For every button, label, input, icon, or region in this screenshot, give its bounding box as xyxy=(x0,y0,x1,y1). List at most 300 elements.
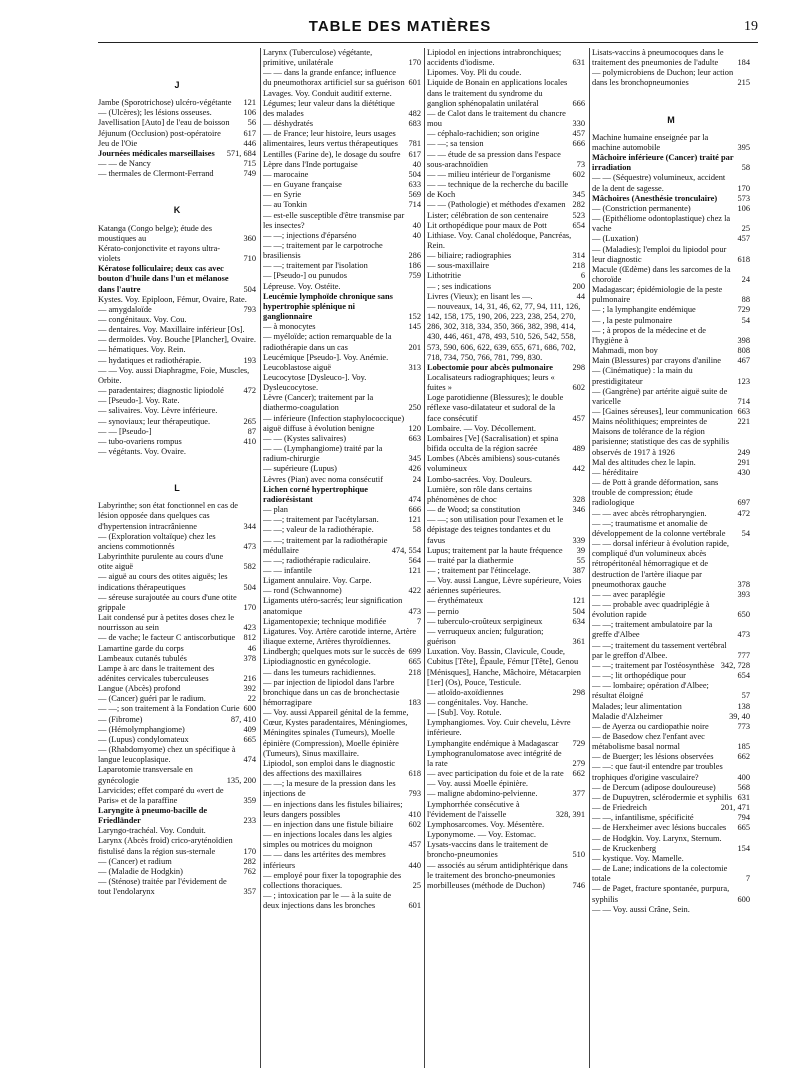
section-letter: L xyxy=(174,483,180,494)
entry-page-ref: 73 xyxy=(576,159,585,169)
index-entry xyxy=(592,316,750,326)
entry-page-ref: 201, 471 xyxy=(720,803,750,813)
entry-text: — hématiques. Voy. Rein. xyxy=(98,345,186,355)
index-entry xyxy=(427,800,585,820)
index-entry xyxy=(263,271,421,281)
entry-page-ref: 359 xyxy=(243,795,256,805)
entry-page-ref: 426 xyxy=(408,464,421,474)
entry-text: — — de Nancy xyxy=(98,159,151,169)
entry-page-ref: 749 xyxy=(243,169,256,179)
entry-page-ref: 345 xyxy=(572,190,585,200)
index-entry xyxy=(592,133,750,153)
entry-page-ref: 233 xyxy=(243,816,256,826)
entry-text: Lister; célébration de son centenaire xyxy=(427,210,549,220)
entry-page-ref: 473 xyxy=(243,541,256,551)
entry-page-ref: 504 xyxy=(572,606,585,616)
index-entry xyxy=(427,698,585,708)
entry-text: — Voy. aussi Moelle épinière. xyxy=(427,779,529,789)
entry-page-ref: 170 xyxy=(243,602,256,612)
entry-text: — — [Pseudo-] xyxy=(98,426,152,436)
column-divider xyxy=(424,48,425,1068)
entry-text: — —; radiothérapie radiculaire. xyxy=(263,555,371,565)
entry-page-ref: 121 xyxy=(408,515,421,525)
entry-page-ref: 473 xyxy=(737,630,750,640)
index-entry xyxy=(263,871,421,891)
entry-page-ref: 794 xyxy=(737,813,750,823)
entry-text: — [Pseudo-]. Voy. Rate. xyxy=(98,396,180,406)
entry-text: Kérato-conjonctivite et rayons ultra-violets xyxy=(98,243,221,264)
entry-text: — (Cancer) guéri par le radium. xyxy=(98,694,206,704)
index-entry xyxy=(263,820,421,830)
entry-page-ref: 282 xyxy=(243,856,256,866)
entry-page-ref: 665 xyxy=(408,657,421,667)
entry-text: — tubo-ovariens rompus xyxy=(98,436,182,446)
index-entry xyxy=(263,850,421,870)
entry-text: Lipiodol en injections intrabronchiques; accidents d'iodisme. xyxy=(427,48,562,68)
entry-text: — kystique. Voy. Mamelle. xyxy=(592,853,684,863)
entry-text: Katanga (Congo belge); étude des moustiques au xyxy=(98,223,212,243)
entry-text: Macule (Œdème) dans les sarcomes de la choroïde xyxy=(592,264,731,284)
index-entry xyxy=(427,424,585,434)
index-entry xyxy=(592,844,750,854)
index-entry xyxy=(263,180,421,190)
entry-text: — —; valeur de la radiothérapie. xyxy=(263,525,374,535)
entry-text: — Voy. aussi Appareil génital de la femme, Cœur, Kystes paradentaires, Méningiomes, Méningites spinales (Tumeurs), Moelle épinière (Compression), Moelle épinière (Tumeurs), Sinus maxillaire. xyxy=(263,708,409,758)
entry-text: Lumière, son rôle dans certains phénomènes de choc xyxy=(427,484,532,504)
entry-text: Main (Blessures) par crayons d'aniline xyxy=(592,356,721,366)
index-entry xyxy=(263,129,421,149)
index-entry xyxy=(592,722,750,732)
index-entry xyxy=(427,566,585,576)
index-entry xyxy=(98,325,256,335)
index-entry xyxy=(263,160,421,170)
entry-text: — — Voy. aussi Diaphragme, Foie, Muscles, Orbite. xyxy=(98,365,250,385)
index-entry xyxy=(592,519,750,539)
index-entry xyxy=(427,139,585,149)
index-entry xyxy=(592,468,750,478)
entry-page-ref: 504 xyxy=(243,582,256,592)
entry-page-ref: 472 xyxy=(737,508,750,518)
index-entry xyxy=(427,68,585,78)
entry-page-ref: 715 xyxy=(243,159,256,169)
index-entry xyxy=(263,353,421,363)
spacer xyxy=(592,125,750,133)
index-column-2 xyxy=(263,48,421,1073)
index-entry xyxy=(592,803,750,813)
spacer xyxy=(98,90,256,98)
index-entry xyxy=(263,231,421,241)
entry-page-ref: 25 xyxy=(741,224,750,234)
index-entry xyxy=(427,150,585,170)
index-entry xyxy=(263,647,421,657)
entry-text: Laparotomie transversale en gynécologie xyxy=(98,765,193,785)
index-entry xyxy=(592,387,750,407)
entry-text: Lisats-vaccins à pneumocoques dans le traitement des pneumonies de l'adulte xyxy=(592,48,724,68)
entry-page-ref: 601 xyxy=(408,78,421,88)
index-column-4 xyxy=(592,48,750,1073)
index-entry xyxy=(592,783,750,793)
index-entry xyxy=(263,525,421,535)
entry-text: Lampe à arc dans le traitement des adénites cervicales tuberculeuses xyxy=(98,663,215,683)
entry-page-ref: 44 xyxy=(576,291,585,301)
entry-page-ref: 523 xyxy=(572,210,585,220)
index-entry xyxy=(592,153,750,173)
entry-page-ref: 361 xyxy=(572,637,585,647)
index-entry xyxy=(263,779,421,799)
entry-text: — de Ayerza ou cardiopathie noire xyxy=(592,721,709,731)
entry-text: — céphalo-rachidien; son origine xyxy=(427,129,540,139)
index-entry xyxy=(592,194,750,204)
entry-text: Laryngite à pneumo-bacille de Friedländer xyxy=(98,806,208,826)
index-entry xyxy=(592,620,750,640)
index-entry xyxy=(427,485,585,505)
entry-text: — de Friedreich xyxy=(592,803,647,813)
index-entry xyxy=(427,475,585,485)
index-entry xyxy=(98,98,256,108)
index-entry xyxy=(98,786,256,806)
entry-text: — (Fibrome) xyxy=(98,714,143,724)
section-letter: K xyxy=(173,205,181,216)
entry-text: Luxation. Voy. Bassin, Clavicule, Coude, Cubitus [Tête], Épaule, Fémur [Tête], Genou [Ménisques], Hanche, Mâchoire, Métacarpien [1er] (Os), Pouce, Testicule. xyxy=(427,647,581,687)
entry-text: Lobectomie pour abcès pulmonaire xyxy=(427,362,554,372)
entry-page-ref: 457 xyxy=(572,413,585,423)
entry-text: — de vache; le facteur C antiscorbutique xyxy=(98,633,236,643)
entry-page-ref: 662 xyxy=(572,769,585,779)
index-entry xyxy=(427,861,585,891)
entry-text: — en Guyane française xyxy=(263,180,342,190)
entry-page-ref: 808 xyxy=(737,346,750,356)
entry-text: — , la peste pulmonaire xyxy=(592,315,673,325)
entry-text: Mâchoire inférieure (Cancer) traité par irradiation xyxy=(592,153,734,173)
entry-page-ref: 634 xyxy=(572,616,585,626)
entry-page-ref: 400 xyxy=(737,772,750,782)
entry-text: Ligamentopexie; technique modifiée xyxy=(263,616,387,626)
entry-page-ref: 218 xyxy=(408,667,421,677)
entry-text: — sous-maxillaire xyxy=(427,261,490,271)
index-entry xyxy=(427,769,585,779)
index-entry xyxy=(98,593,256,613)
entry-text: Lombaire. — Voy. Décollement. xyxy=(427,423,536,433)
entry-page-ref: 218 xyxy=(572,261,585,271)
index-entry xyxy=(263,464,421,474)
entry-page-ref: 56 xyxy=(247,118,256,128)
index-entry xyxy=(263,505,421,515)
entry-text: — — dorsal inférieur à évolution rapide, compliqué d'un volumineux abcès rétropéritonéal hémorragique et de destruction de l'artère iliaque par pneumothorax gauche xyxy=(592,539,729,589)
entry-text: Liquide de Bonain en applications locales dans le traitement du syndrome du ganglion sphénopalatin unilatéral xyxy=(427,78,568,108)
entry-text: Laryngo-trachéal. Voy. Conduit. xyxy=(98,826,206,836)
index-entry xyxy=(98,877,256,897)
index-entry xyxy=(98,633,256,643)
index-entry xyxy=(263,434,421,444)
entry-page-ref: 200 xyxy=(572,281,585,291)
index-entry xyxy=(427,739,585,749)
entry-page-ref: 650 xyxy=(737,610,750,620)
entry-text: — en injections dans les fistules biliaires; leurs dangers possibles xyxy=(263,799,403,819)
index-entry xyxy=(98,159,256,169)
entry-page-ref: 138 xyxy=(737,701,750,711)
entry-page-ref: 729 xyxy=(737,305,750,315)
entry-page-ref: 398 xyxy=(737,335,750,345)
index-entry xyxy=(427,505,585,515)
index-entry xyxy=(98,735,256,745)
entry-text: — —; traumatisme et anomalie de développement de la colonne vertébrale xyxy=(592,518,726,538)
entry-page-ref: 286 xyxy=(408,251,421,261)
entry-text: — de Dupuytren, sclérodermie et syphilis xyxy=(592,792,733,802)
entry-text: — de Buerger; les lésions observées xyxy=(592,752,714,762)
entry-text: — ; intoxication par le — à la suite de deux injections dans les bronches xyxy=(263,890,392,911)
entry-page-ref: 662 xyxy=(737,752,750,762)
entry-text: Lèvres (Pian) avec noma consécutif xyxy=(263,474,383,484)
entry-page-ref: 183 xyxy=(408,698,421,707)
entry-text: — employé pour fixer la topographie des collections thoraciques. xyxy=(263,870,402,890)
entry-text: Lépreuse. Voy. Ostéite. xyxy=(263,281,341,291)
entry-page-ref: 602 xyxy=(408,819,421,829)
entry-text: — —; traitement par l'acétylarsan. xyxy=(263,515,379,525)
index-entry xyxy=(427,627,585,647)
entry-page-ref: 40 xyxy=(412,220,421,230)
entry-page-ref: 170 xyxy=(408,58,421,68)
entry-text: — — lombaire; opération d'Albee; résultat éloigné xyxy=(592,681,709,701)
entry-text: Malades; leur alimentation xyxy=(592,701,682,711)
entry-text: Leucémie lymphoïde chronique sans hypertrophie splénique ni ganglionnaire xyxy=(263,291,393,322)
entry-page-ref: 378 xyxy=(737,579,750,589)
index-entry xyxy=(263,170,421,180)
entry-page-ref: 663 xyxy=(737,407,750,416)
index-entry xyxy=(98,406,256,416)
entry-page-ref: 58 xyxy=(741,163,750,173)
index-entry xyxy=(263,190,421,200)
entry-page-ref: 573 xyxy=(737,193,750,203)
index-entry xyxy=(98,704,256,714)
spacer xyxy=(592,89,750,115)
index-entry xyxy=(592,417,750,427)
entry-text: — de France; leur histoire, leurs usages alimentaires, leurs vertus thérapeutiques xyxy=(263,129,398,149)
index-entry xyxy=(98,664,256,684)
entry-page-ref: 617 xyxy=(408,149,421,159)
entry-page-ref: 339 xyxy=(572,535,585,545)
index-entry xyxy=(263,119,421,129)
index-entry xyxy=(98,745,256,765)
entry-text: Larynx (Abcès froid) crico-aryténoïdien fistulisé dans la région sus-sternale xyxy=(98,836,233,856)
entry-text: Mains néolithiques; empreintes de xyxy=(592,417,708,427)
entry-text: — verruqueux ancien; fulguration; guérison xyxy=(427,626,544,647)
index-entry xyxy=(263,475,421,485)
entry-page-ref: 7 xyxy=(745,874,750,884)
spacer xyxy=(98,493,256,501)
entry-text: — rond (Schwannome) xyxy=(263,586,342,596)
index-entry xyxy=(592,245,750,265)
index-entry xyxy=(98,532,256,552)
entry-page-ref: 510 xyxy=(572,850,585,860)
entry-page-ref: 6 xyxy=(580,271,585,281)
entry-page-ref: 344 xyxy=(243,521,256,531)
entry-page-ref: 39 xyxy=(576,545,585,555)
entry-text: — (Luxation) xyxy=(592,234,639,244)
entry-text: — avec participation du foie et de la rate xyxy=(427,769,564,779)
index-entry xyxy=(592,407,750,417)
entry-page-ref: 58 xyxy=(412,525,421,535)
entry-page-ref: 201 xyxy=(408,342,421,352)
entry-page-ref: 666 xyxy=(572,139,585,149)
entry-text: — — probable avec quadriplégie à évolution rapide xyxy=(592,599,710,620)
index-entry xyxy=(592,326,750,346)
entry-text: Kystes. Voy. Epiploon, Fémur, Ovaire, Rate. xyxy=(98,294,247,304)
entry-text: Kératose folliculaire; deux cas avec bouton d'huile dans l'un et mélanose dans l'autre xyxy=(98,264,229,294)
entry-page-ref: 265 xyxy=(243,416,256,426)
entry-page-ref: 602 xyxy=(572,169,585,179)
entry-text: — ; ses indications xyxy=(427,281,491,291)
entry-text: Lombes (Abcès amibiens) sous-cutanés volumineux xyxy=(427,454,560,474)
index-entry xyxy=(427,779,585,789)
entry-page-ref: 360 xyxy=(243,233,256,243)
entry-text: — (Hémolymphangiome) xyxy=(98,724,185,734)
spacer xyxy=(98,48,256,80)
entry-text: — — (Pathologie) et méthodes d'examen xyxy=(427,200,566,210)
entry-text: Labyrinthe; son état fonctionnel en cas de lésion opposée dans quelques cas d'hypertension intracrânienne xyxy=(98,501,238,531)
index-entry xyxy=(592,458,750,468)
index-entry xyxy=(98,427,256,437)
entry-page-ref: 87, 410 xyxy=(230,714,256,724)
entry-text: — de Wood; sa constitution xyxy=(427,505,521,515)
index-entry xyxy=(98,169,256,179)
entry-page-ref: 123 xyxy=(737,376,750,386)
entry-page-ref: 184 xyxy=(737,58,750,68)
entry-text: — (Maladies); l'emploi du lipiodol pour leur diagnostic xyxy=(592,244,727,264)
entry-page-ref: 569 xyxy=(408,190,421,200)
index-entry xyxy=(263,99,421,119)
index-entry xyxy=(427,221,585,231)
entry-text: — —; traitement par l'ostéosynthèse xyxy=(592,660,715,670)
entry-text: — (Sténose) traitée par l'évidement de tout l'endolarynx xyxy=(98,877,227,897)
spacer xyxy=(98,457,256,483)
index-entry xyxy=(98,356,256,366)
entry-page-ref: 395 xyxy=(737,142,750,152)
entry-page-ref: 410 xyxy=(243,436,256,446)
entry-text: Jeu de l'Oie xyxy=(98,138,138,148)
section-letter: J xyxy=(174,80,180,90)
entry-page-ref: 328, 391 xyxy=(555,809,585,819)
entry-page-ref: 568 xyxy=(737,782,750,792)
entry-text: — —; lit orthopédique pour xyxy=(592,671,686,681)
entry-page-ref: 474, 554 xyxy=(391,545,421,555)
entry-text: — —; son utilisation pour l'examen et le dépistage des teignes tondantes et du favus xyxy=(427,515,564,545)
entry-page-ref: 346 xyxy=(572,505,585,515)
index-entry xyxy=(263,536,421,556)
entry-page-ref: 39, 40 xyxy=(729,711,750,721)
index-entry xyxy=(263,668,421,678)
index-entry xyxy=(592,509,750,519)
index-entry xyxy=(592,864,750,884)
index-entry xyxy=(427,708,585,718)
index-entry xyxy=(98,118,256,128)
entry-page-ref: 422 xyxy=(408,586,421,596)
entry-text: — de Hodgkin. Voy. Larynx, Sternum. xyxy=(592,833,722,843)
entry-page-ref: 121 xyxy=(408,565,421,575)
index-entry xyxy=(263,566,421,576)
entry-text: Lindbergh; quelques mots sur le succès de xyxy=(263,647,405,657)
entry-page-ref: 564 xyxy=(408,555,421,565)
index-entry xyxy=(98,244,256,264)
entry-page-ref: 442 xyxy=(572,464,585,474)
index-entry xyxy=(98,149,256,159)
entry-text: — aiguë au cours des otites aiguës; les indications thérapeutiques xyxy=(98,572,228,592)
entry-text: — —; son traitement à la Fondation Curie xyxy=(98,704,240,714)
index-entry xyxy=(263,556,421,566)
index-entry xyxy=(98,417,256,427)
index-entry xyxy=(592,366,750,386)
entry-page-ref: 40 xyxy=(412,230,421,240)
index-entry xyxy=(98,335,256,345)
entry-page-ref: 482 xyxy=(408,108,421,118)
index-entry xyxy=(592,346,750,356)
entry-page-ref: 54 xyxy=(741,528,750,538)
entry-text: Lombaires [Ve] (Sacralisation) et spina bifida occulta de la région sacrée xyxy=(427,433,559,454)
entry-page-ref: 57 xyxy=(741,691,750,701)
entry-text: Maisons de tolérance de la région parisienne; statistique des cas de syphilis observés de 1917 à 1926 xyxy=(592,427,729,457)
entry-text: — [Sub]. Voy. Rotule. xyxy=(427,708,502,718)
entry-text: — marocaine xyxy=(263,169,309,179)
index-entry xyxy=(98,345,256,355)
index-entry xyxy=(592,173,750,193)
entry-page-ref: 298 xyxy=(572,687,585,697)
entry-text: Mâchoires (Anesthésie tronculaire) xyxy=(592,193,718,203)
index-entry xyxy=(98,224,256,244)
entry-text: — au Tonkin xyxy=(263,200,307,210)
entry-page-ref: 440 xyxy=(408,860,421,870)
index-entry xyxy=(427,251,585,261)
entry-page-ref: 393 xyxy=(737,589,750,599)
entry-text: — en injection dans une fistule biliaire xyxy=(263,819,394,829)
entry-page-ref: 746 xyxy=(572,880,585,890)
entry-page-ref: 457 xyxy=(408,840,421,850)
entry-page-ref: 665 xyxy=(243,734,256,744)
index-entry xyxy=(263,657,421,667)
entry-text: — dans les tumeurs rachidiennes. xyxy=(263,667,376,677)
index-entry xyxy=(263,708,421,759)
entry-page-ref: 328 xyxy=(572,494,585,504)
index-entry xyxy=(263,292,421,322)
entry-page-ref: 430 xyxy=(737,467,750,477)
entry-text: Lipiodol, son emploi dans le diagnostic des affections des maxillaires xyxy=(263,758,396,779)
entry-page-ref: 683 xyxy=(408,119,421,129)
index-entry xyxy=(263,800,421,820)
index-entry xyxy=(592,214,750,234)
index-entry xyxy=(427,830,585,840)
entry-page-ref: 342, 728 xyxy=(720,660,750,670)
column-divider xyxy=(260,48,261,1068)
index-entry xyxy=(98,139,256,149)
entry-page-ref: 710 xyxy=(243,254,256,264)
entry-text: — —; traitement du tassement vertébral par le greffon d'Albee. xyxy=(592,640,727,660)
entry-page-ref: 279 xyxy=(572,758,585,768)
entry-text: Leucoblastose aiguë xyxy=(263,362,332,372)
entry-text: Langue (Abcès) profond xyxy=(98,684,181,694)
entry-text: — de Kruckenberg xyxy=(592,843,657,853)
entry-text: — — (Lymphangiome) traité par la radium-chirurgie xyxy=(263,444,383,464)
entry-text: Maladie d'Alzheimer xyxy=(592,711,663,721)
index-entry xyxy=(592,48,750,68)
entry-page-ref: 793 xyxy=(243,304,256,314)
entry-page-ref: 600 xyxy=(737,894,750,904)
index-entry xyxy=(592,204,750,214)
index-entry xyxy=(98,694,256,704)
index-entry xyxy=(263,485,421,505)
entry-text: — supérieure (Lupus) xyxy=(263,464,337,474)
entry-page-ref: 377 xyxy=(572,789,585,799)
index-entry xyxy=(98,836,256,856)
entry-page-ref: 185 xyxy=(737,742,750,752)
entry-text: — synoviaux; leur thérapeutique. xyxy=(98,416,211,426)
